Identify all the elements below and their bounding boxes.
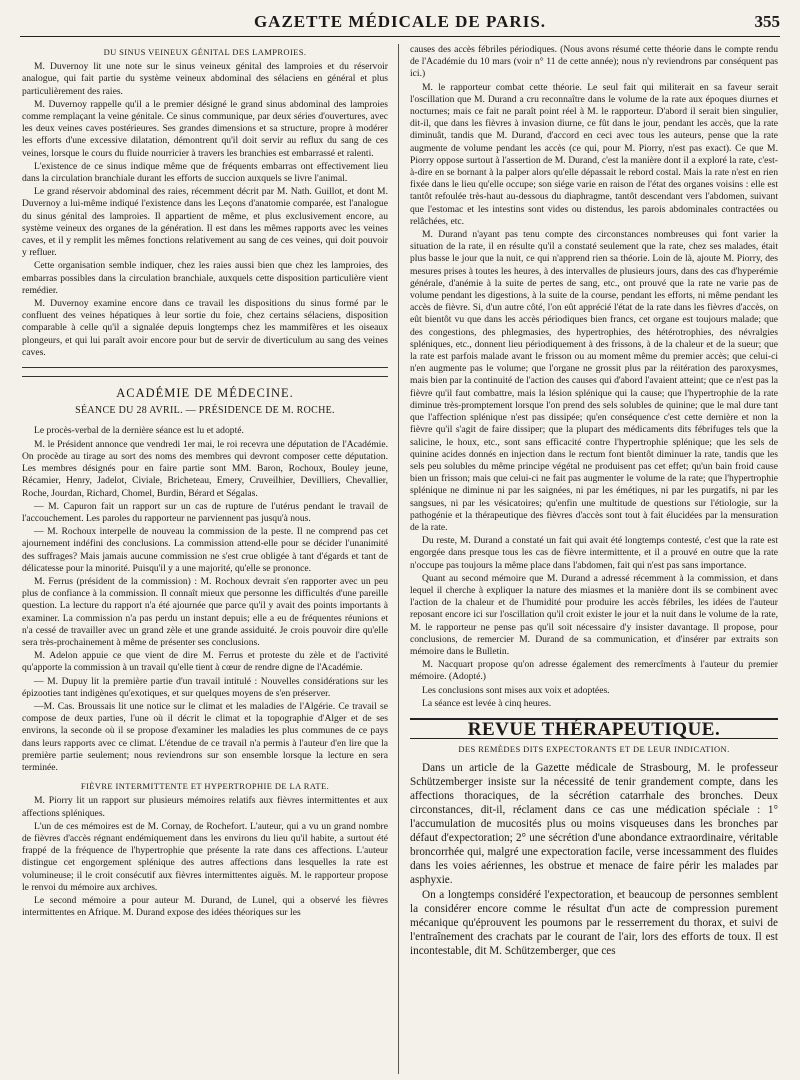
fievre-heading: FIÈVRE INTERMITTENTE ET HYPERTROPHIE DE LA RATE. — [80, 781, 330, 792]
paragraph: On a longtemps considéré l'expectoration, et beaucoup de personnes semblent la considérer encore comme le résultat d'un acte de compression purement mécanique qu'éprouvent les poumons par le resserrement du thorax, et suivi de l'entraînement des crachats par le courant de l'air, lors des efforts de toux. Il est incontestable, dit M. Schützemberger, que ces — [410, 889, 778, 958]
paragraph: L'un de ces mémoires est de M. Cornay, de Rochefort. L'auteur, qui a vu un grand nombre de fièvres d'accès régnant endémiquement dans les environs du lieu qu'il habite, a surtout été frappé de la fréquence de l'hypertrophie que présente la rate dans ces affections. L'auteur distingue cet engorgement splénique des autres affections dans lesquelles la rate est volumineuse; il le croit consécutif aux fièvres intermittentes aiguës. M. le rapporteur propose le renvoi du mémoire aux archives. — [22, 820, 388, 893]
paragraph: M. Ferrus (président de la commission) : M. Rochoux devrait s'en rapporter avec un peu plus de confiance à la commission. Il connaît mieux que personne les difficultés d'une pareille question. La lecture du rapport n'a été ajournée que parce qu'il y avait des points importants à examiner. La commission n'a pas perdu un instant depuis; elle a eu de fréquentes réunions et n'a cessé de travailler avec un grand zèle et une grande assiduité. Je crois pouvoir dire qu'elle sera très-prochainement à même de présenter ses conclusions. — [22, 575, 388, 648]
paragraph: —M. Cas. Broussais lit une notice sur le climat et les maladies de l'Algérie. Ce travail se compose de deux parties, l'une où il décrit le climat et la topographie d'Alger et de ses environs, la seconde où il se propose d'examiner les maladies les plus communes de ce pays dans leurs rapports avec ce climat. L'étendue de ce travail n'a permis à l'auteur d'en lire que la première partie seulement; nous reviendrons sur son ensemble lorsque la lecture en sera terminée. — [22, 700, 388, 773]
paragraph: — M. Dupuy lit la première partie d'un travail intitulé : Nouvelles considérations sur les épizooties tant indigènes qu'exotiques, et sur quelques moyens de s'en préserver. — [22, 675, 388, 699]
paragraph: M. Durand n'ayant pas tenu compte des circonstances nombreuses qui font varier la situation de la rate, il en résulte qu'il a constaté seulement que la rate, chez ses malades, était plus basse le jour que la nuit, ce qui n'apprend rien sa théorie. Loin de là, ajoute M. Piorry, des mesures prises à toutes les heures, à des intervalles de plusieurs jours, dans des cas d'hyperémie générale, d'anémie à la suite de pertes de sang, etc., ont prouvé que la rate ne varie pas de volume pendant les digestions, à la suite de la course, pendant les efforts, ni même pendant les accès de fièvre. Si, d'un autre côté, l'on eût apprécié l'état de la rate dans les fièvres d'accès, on eût bientôt vu que dans les accès périodiques bien francs, cet organe est toujours malade; que des congestions, des phlegmasies, des hypertrophies, des hétérotrophies, des névralgies spléniques, etc., donnent lieu périodiquement à des frissons, à de la chaleur et de la sueur; que la rate est parfois malade avant le frisson ou au moment même du premier accès; que celui-ci n'en augmente pas le volume; que l'organe ne grossit plus par la réitération des paroxysmes, mais bien par la continuité de l'action des causes qui d'abord l'avaient atteint; que ce n'est pas la fièvre qu'il faut combattre, mais la lésion splénique qui la cause; que l'hypertrophie de la rate diminue très-promptement lorsque l'on prend des sels solubles de quinine; que le mal dure tant que l'affection splénique n'est pas dissipée; qu'en conséquence c'est cette dernière et non la fièvre qu'il s'agit de faire dissiper; que la plupart des médicaments dits fébrifuges tels que la salicine, le houx, etc., sont sans efficacité contre l'hypertrophie splénique; que les sels de quinine acides donnés en injection dans le rectum font bientôt diminuer la rate, tandis que les sels peu solubles du même principe végétal ne produisent pas cet effet; qu'un bain froid cause bien un frisson; mais que celui-ci ne fait pas augmenter le volume de la rate; que l'hypertrophie splénique ne diminue ni par les saignées, ni par les émétiques, ni par les purgatifs, ni par les sangsues, ni par les vésicatoires; qu'enfin une multitude de questions sur l'étiologie, sur la pathogénie et la thérapeutique des fièvres d'accès sont tout à fait élucidées par la mensuration de la rate. — [410, 229, 778, 533]
paragraph: M. Duvernoy rappelle qu'il a le premier désigné le grand sinus abdominal des lamproies comme remplaçant la veine génitale. Ce sinus communique, par deux séries d'ouvertures, avec les deux veines caves postérieures. Ses grandes dimensions et sa structure, propre à modérer les efforts d'une excessive dilatation, démontrent qu'il doit servir au reflux du sang de ces veines, lorsque le cours du fluide nourricier à travers les branchies est embarrassé et ralenti. — [22, 98, 388, 159]
section-rule — [22, 367, 388, 368]
page-number: 355 — [754, 12, 780, 31]
paragraph: causes des accès fébriles périodiques. (Nous avons résumé cette théorie dans le compte rendu de l'Académie du 10 mars (voir n° 11 de cette année); nous n'y reviendrons par conséquent pas ici.) — [410, 44, 778, 80]
revue-subtitle: DES REMÈDES DITS EXPECTORANTS ET DE LEUR INDICATION. — [458, 744, 730, 755]
paragraph: Du reste, M. Durand a constaté un fait qui avait été longtemps contesté, c'est que la rate est engorgée dans presque tous les cas de fièvre intermittente, et il a prouvé en outre que la rate n'occupe pas toujours la même place dans l'abdomen, fait qui n'est pas sans importance. — [410, 535, 778, 571]
page-header — [20, 6, 780, 37]
paragraph: M. Duvernoy lit une note sur le sinus veineux génital des lamproies et du réservoir analogue, qui fait partie du système veineux abdominal des sélaciens en général et plus particulièrement des raies. — [22, 61, 388, 97]
sinus-heading: DU SINUS VEINEUX GÉNITAL DES LAMPROIES. — [103, 47, 307, 57]
running-title: GAZETTE MÉDICALE DE PARIS. — [253, 12, 547, 31]
paragraph: M. Adelon appuie ce que vient de dire M. Ferrus et proteste du zèle et de l'activité qu'apporte la commission à un travail qu'elle tient à cœur de rendre digne de l'Académie. — [22, 650, 388, 674]
seance-line: SÉANCE DU 28 AVRIL. — PRÉSIDENCE DE M. ROCHE. — [75, 405, 335, 417]
paragraph: Le grand réservoir abdominal des raies, récemment décrit par M. Nath. Guillot, et dont M. Duvernoy a lui-même indiqué l'existence dans les Leçons d'anatomie comparée, est l'analogue du sinus génital des lamproies. Il appartient de même, et plus exclusivement encore, au système veineux des organes de la génération. Il est dans les mêmes rapports avec les veines caves, et il y remplit les mêmes fonctions relativement au sang de ces veines, qui doit pouvoir y refluer. — [22, 186, 388, 259]
paragraph: L'existence de ce sinus indique même que de fréquents embarras ont effectivement lieu dans la circulation branchiale durant les efforts de succion auxquels se livre l'animal. — [22, 160, 388, 185]
paragraph: M. Nacquart propose qu'on adresse également des remercîments à l'auteur du premier mémoire. (Adopté.) — [410, 659, 778, 683]
section-rule — [22, 376, 388, 377]
right-column — [410, 44, 778, 1074]
paragraph: La séance est levée à cinq heures. — [422, 697, 552, 709]
column-divider — [398, 44, 399, 1074]
paragraph: M. Duvernoy examine encore dans ce travail les dispositions du sinus formé par le confluent des veines hépatiques à leur sortie du foie, chez certains sélaciens, disposition comparable à celle qu'il a signalée depuis longtemps chez les mammifères et les oiseaux plongeurs, et qui lui paraît avoir encore pour but de servir de diverticulum au sang des veines caves. — [22, 298, 388, 358]
paragraph: M. le Président annonce que vendredi 1er mai, le roi recevra une députation de l'Académie. On procède au tirage au sort des noms des membres qui devront composer cette députation. Les membres désignés pour en faire partie sont MM. Baron, Rochoux, Bouley jeune, Récamier, Henry, Jadelot, Civiale, Bricheteau, Emery, Cruveilhier, Devilliers, Chevallier, Roche, Jourdan, Richard, Chomel, Burdin, Bérard et Ségalas. — [22, 438, 388, 499]
revue-title-box — [410, 718, 778, 739]
paragraph: Le second mémoire a pour auteur M. Durand, de Lunel, qui a observé les fièvres intermittentes en Afrique. M. Durand expose des idées théoriques sur les — [22, 895, 388, 919]
paragraph: Dans un article de la Gazette médicale de Strasbourg, M. le professeur Schützemberger insiste sur la nécessité de tenir grandement compte, dans les affections thoraciques, de la sécrétion catarrhale des bronches. Deux circonstances, dit-il, réclament dans ce cas une médication spéciale : 1° l'accumulation de mucosités plus ou moins visqueuses dans les bronches par défaut d'expectoration; 2° une sécrétion d'une abondance extraordinaire, véritable broncorrhée qui, malgré une expectoration facile, verse incessamment des fluides dans les voies aériennes, les obstrue et menace de faire périr les malades par asphyxie. — [410, 762, 778, 887]
paragraph: Les conclusions sont mises aux voix et adoptées. — [422, 684, 610, 696]
paragraph: — M. Capuron fait un rapport sur un cas de rupture de l'utérus pendant le travail de l'accouchement. Les paroles du rapporteur ne parviennent pas jusqu'à nous. — [22, 500, 388, 524]
paragraph: Quant au second mémoire que M. Durand a adressé récemment à la commission, et dans lequel il cherche à expliquer la nature des miasmes et la manière dont ils se combinent avec l'action de la chaleur et de l'humidité pour produire les accès fébriles, les idées de l'auteur reposant encore ici sur l'oscillation qu'il croit exister le jour et la nuit dans le volume de la rate, M. le rapporteur ne pense pas qu'il soit nécessaire d'y insister davantage. Il propose, pour conclusions, de remercier M. Durand de sa communication, et d'insérer par extraits son mémoire dans le Bulletin. — [410, 572, 778, 657]
paragraph: — M. Rochoux interpelle de nouveau la commission de la peste. Il ne comprend pas cet ajournement indéfini des conclusions. La commission attend-elle pour se décider l'unanimité des suffrages? Mais jamais aucune commission ne s'est crue obligée à tant d'égards et tant de délicatesse pour la minorité. Puisqu'il y a une majorité, qu'elle se prononce. — [22, 526, 388, 574]
academie-title: ACADÉMIE DE MÉDECINE. — [116, 386, 294, 401]
paragraph: M. Piorry lit un rapport sur plusieurs mémoires relatifs aux fièvres intermittentes et aux affections spléniques. — [22, 795, 388, 819]
paragraph: Cette organisation semble indiquer, chez les raies aussi bien que chez les lamproies, des embarras possibles dans la circulation branchiale, auxquels cette disposition particulière vient remédier. — [22, 260, 388, 296]
paragraph: Le procès-verbal de la dernière séance est lu et adopté. — [34, 425, 244, 437]
revue-text — [410, 761, 778, 958]
revue-title: REVUE THÉRAPEUTIQUE. — [467, 718, 721, 740]
paragraph: M. le rapporteur combat cette théorie. Le seul fait qui militerait en sa faveur serait l'oscillation que M. Durand a cru reconnaître dans le volume de la rate aux époques diurnes et nocturnes; mais ce fait ne paraît point réel à M. le rapporteur. D'abord il serait bien singulier, dit-il, que dans les fièvres à invasion diurne, ce fût dans le jour, pendant les accès, que la rate diminuât, tandis que M. Durand, d'accord en ceci avec tous les auteurs, pense que la rate augmente de volume pendant les accès (ce qui, pour M. Piorry, n'est pas exact). Ce que M. Piorry oppose surtout à l'assertion de M. Durand, c'est la manière dont il a exploré la rate, c'est-à-dire en se bornant à la palper alors qu'elle dépassait le rebord costal. Mais la rate n'est en rien fixée dans le lieu qu'elle occupe; son siége varie en raison de l'état des organes voisins : elle est tantôt refoulée très-haut au-dessous du diaphragme, tantôt descendant vers l'abdomen, suivant que l'estomac et les intestins sont vides ou distendus, les parois abdominales contractées ou relâchées, etc. — [410, 81, 778, 227]
left-column — [22, 44, 388, 1074]
